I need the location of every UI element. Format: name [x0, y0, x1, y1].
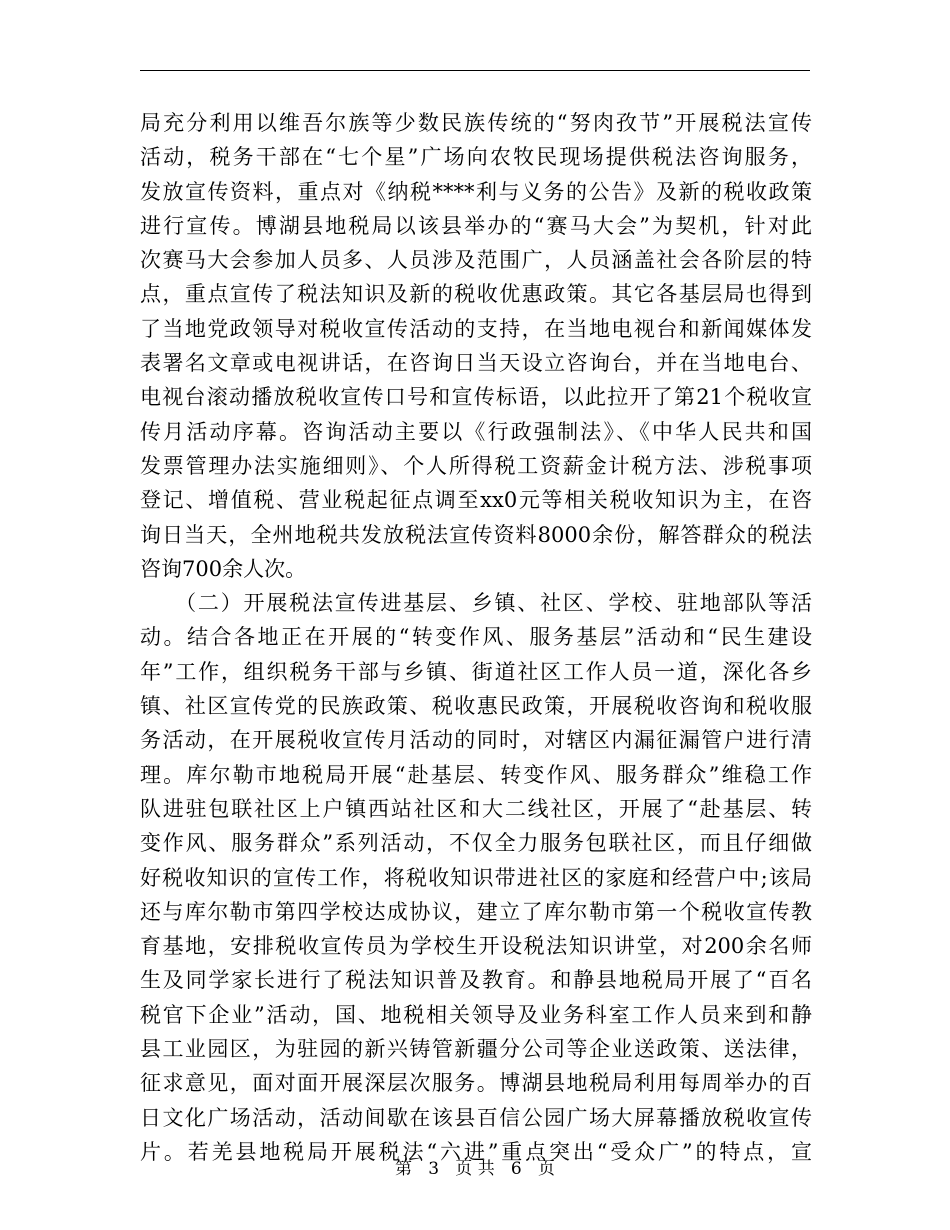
text-line: 队进驻包联社区上户镇西站社区和大二线社区，开展了“赴基层、转: [140, 796, 812, 821]
text-line: 好税收知识的宣传工作，将税收知识带进社区的家庭和经营户中;该局: [140, 865, 812, 890]
text-line: 发放宣传资料，重点对《纳税****利与义务的公告》及新的税收政策: [140, 179, 812, 204]
text-line: 次赛马大会参加人员多、人员涉及范围广，人员涵盖社会各阶层的特: [140, 248, 812, 273]
text-line: 日文化广场活动，活动间歇在该县百信公园广场大屏幕播放税收宣传: [140, 1105, 812, 1130]
text-line: 镇、社区宣传党的民族政策、税收惠民政策，开展税收咨询和税收服: [140, 694, 812, 719]
text-line: 询日当天，全州地税共发放税法宣传资料8000余份，解答群众的税法: [140, 522, 812, 547]
header-rule: [140, 70, 810, 71]
text-line: 了当地党政领导对税收宣传活动的支持，在当地电视台和新闻媒体发: [140, 316, 812, 341]
text-line: 税官下企业”活动，国、地税相关领导及业务科室工作人员来到和静: [140, 1002, 812, 1027]
text-line: 还与库尔勒市第四学校达成协议，建立了库尔勒市第一个税收宣传教: [140, 899, 812, 924]
text-line: 片。若羌县地税局开展税法“六进”重点突出“受众广”的特点，宣: [140, 1139, 812, 1164]
text-line: 征求意见，面对面开展深层次服务。博湖县地税局利用每周举办的百: [140, 1071, 812, 1096]
page-footer: [0, 1154, 950, 1179]
text-line: 表署名文章或电视讲话，在咨询日当天设立咨询台，并在当地电台、: [140, 351, 812, 376]
footer-current-page: 3: [428, 1159, 440, 1179]
footer-mid: 页 共: [455, 1159, 495, 1179]
text-line: 活动，税务干部在“七个星”广场向农牧民现场提供税法咨询服务，: [140, 145, 812, 170]
text-line: 电视台滚动播放税收宣传口号和宣传标语，以此拉开了第21个税收宣: [140, 385, 812, 410]
text-line: 进行宣传。博湖县地税局以该县举办的“赛马大会”为契机，针对此: [140, 213, 812, 238]
text-line: 变作风、服务群众”系列活动，不仅全力服务包联社区，而且仔细做: [140, 831, 812, 856]
text-line: 育基地，安排税收宣传员为学校生开设税法知识讲堂，对200余名师: [140, 934, 812, 959]
text-line: 动。结合各地正在开展的“转变作风、服务基层”活动和“民生建设: [140, 625, 812, 650]
text-line: （二）开展税法宣传进基层、乡镇、社区、学校、驻地部队等活: [140, 591, 812, 616]
text-line: 年”工作，组织税务干部与乡镇、街道社区工作人员一道，深化各乡: [140, 659, 812, 684]
text-line: 生及同学家长进行了税法知识普及教育。和静县地税局开展了“百名: [140, 968, 812, 993]
footer-suffix: 页: [537, 1159, 555, 1179]
footer-total-pages: 6: [510, 1159, 522, 1179]
text-line: 发票管理办法实施细则》、个人所得税工资薪金计税方法、涉税事项: [140, 453, 812, 478]
text-line: 登记、增值税、营业税起征点调至xx0元等相关税收知识为主，在咨: [140, 488, 812, 513]
text-line: 咨询700余人次。: [140, 556, 307, 581]
text-line: 点，重点宣传了税法知识及新的税收优惠政策。其它各基层局也得到: [140, 282, 812, 307]
body-text: [140, 106, 812, 1169]
text-line: 县工业园区，为驻园的新兴铸管新疆分公司等企业送政策、送法律，: [140, 1037, 812, 1062]
text-line: 理。库尔勒市地税局开展“赴基层、转变作风、服务群众”维稳工作: [140, 762, 812, 787]
text-line: 传月活动序幕。咨询活动主要以《行政强制法》、《中华人民共和国: [140, 419, 812, 444]
text-line: 局充分利用以维吾尔族等少数民族传统的“努肉孜节”开展税法宣传: [140, 111, 812, 135]
footer-prefix: 第: [395, 1159, 413, 1179]
text-line: 务活动，在开展税收宣传月活动的同时，对辖区内漏征漏管户进行清: [140, 728, 812, 753]
